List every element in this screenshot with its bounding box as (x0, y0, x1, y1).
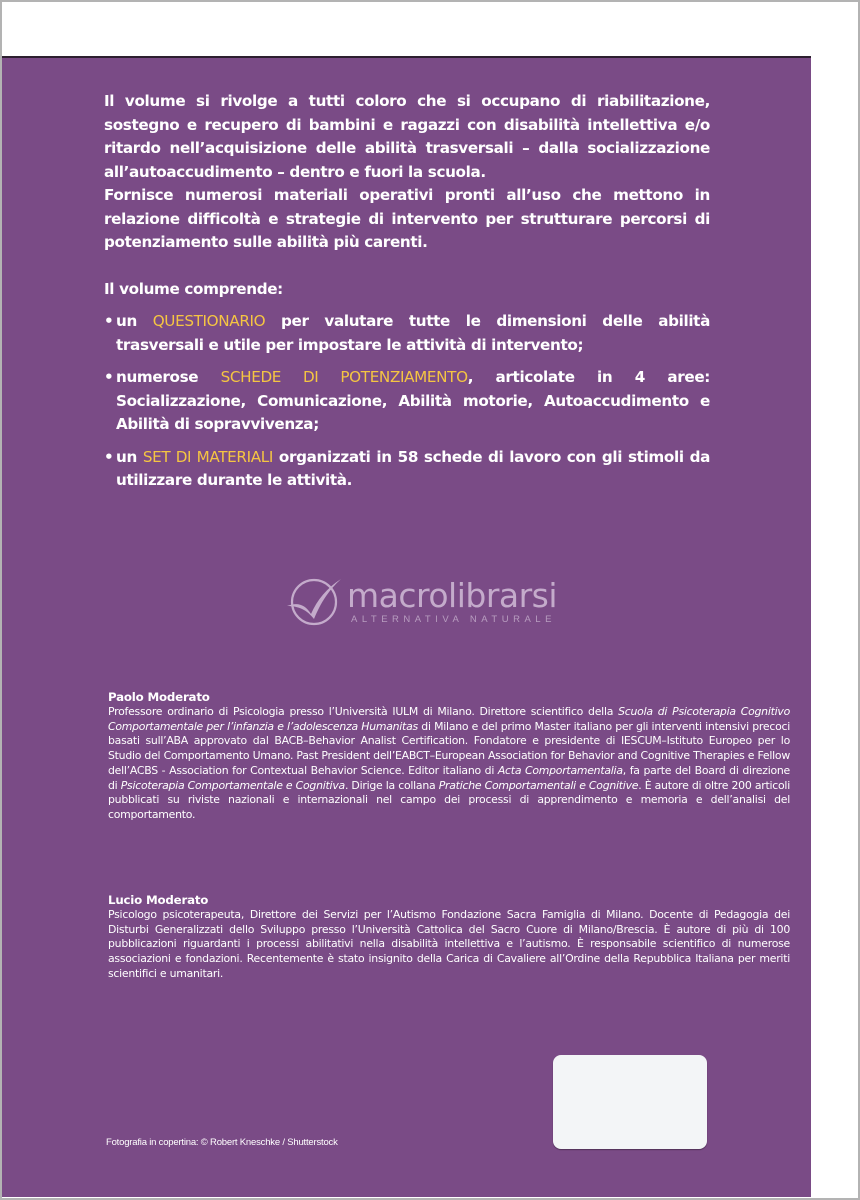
intro-paragraph-1: Il volume si rivolge a tutti coloro che si occupano di riabilitazione, sostegno e recupero di bambini e ragazzi con disabilità intellettiva e/o ritardo nell’acquisizione delle abilità trasversali – dalla socializzazione all’autoaccudimento – dentro e fuori la scuola. (104, 92, 710, 181)
item-prefix: numerose (116, 368, 199, 386)
bio-text-run: di Milano e del primo Master italiano per gli interventi intensivi precoci basati sull’ABA approvato dal BACB–Behavior Analist Certification. Fondatore e presidente di IESCUM–Istituto Europeo per lo Studio del Comportamento Umano. Past President dell’EABCT–European Association for Behavior and Cognitive Therapies e Fellow dell’ACBS - Association for Contextual Behavior Science. Editor italiano di (108, 719, 790, 777)
item-highlight: QUESTIONARIO (152, 312, 266, 330)
bullet-icon: • (104, 447, 114, 466)
bio-text-run: Professore ordinario di Psicologia presso l’Università IULM di Milano. Direttore scientifico della (108, 705, 619, 718)
list-item (104, 446, 710, 493)
bio-italic-run: Scuola di Psicoterapia Cognitivo Comportamentale per l’infanzia e l’adolescenza Humanitas (108, 705, 791, 733)
contents-heading: Il volume comprende: (104, 279, 283, 298)
author-bio (108, 893, 790, 982)
bio-text-run: , fa parte del Board di direzione di (108, 763, 790, 792)
author-bio-text (108, 908, 790, 982)
author-name: Lucio Moderato (108, 893, 209, 907)
list-item (104, 366, 710, 437)
item-text: organizzati in 58 schede di lavoro con gli stimoli da utilizzare durante le attività. (116, 447, 711, 489)
check-circle-icon (283, 574, 345, 630)
photo-credit: Fotografia in copertina: © Robert Kneschke / Shutterstock (106, 1137, 338, 1148)
bio-italic-run: Acta Comportamentalia (497, 763, 623, 777)
author-bio-text (108, 705, 790, 823)
bio-text-run: . È autore di oltre 200 articoli pubblicati su riviste nazionali e internazionali nel campo dei processi di apprendimento e memoria e dell’analisi del comportamento. (108, 778, 790, 821)
watermark-tagline: ALTERNATIVA NATURALE (351, 614, 556, 625)
bullet-icon: • (104, 312, 114, 330)
item-prefix: un (116, 312, 137, 330)
price-sticker (553, 1055, 707, 1149)
author-name: Paolo Moderato (108, 690, 210, 704)
bio-text-run: . Dirige la collana (344, 778, 439, 792)
bullet-icon: • (104, 368, 114, 386)
contents-list (104, 310, 710, 493)
list-item (104, 310, 710, 357)
item-text: per valutare tutte le dimensioni delle abilità trasversali e utile per impostare le attività di intervento; (116, 312, 710, 354)
item-prefix: un (116, 447, 137, 466)
item-text: , articolate in 4 aree: Socializzazione, Comunicazione, Abilità motorie, Autoaccudimento e Abilità di sopravvivenza; (116, 368, 710, 433)
author-bio (108, 690, 790, 823)
spacer (104, 255, 710, 278)
intro-paragraph-2: Fornisce numerosi materiali operativi pronti all’uso che mettono in relazione difficoltà e strategie di intervento per strutturare percorsi di potenziamento sulle abilità più carenti. (104, 186, 710, 251)
watermark-logo (283, 572, 613, 632)
book-description (104, 90, 710, 493)
item-highlight: SET DI MATERIALI (142, 447, 274, 466)
bio-italic-run: Pratiche Comportamentali e Cognitive (438, 778, 639, 792)
item-highlight: SCHEDE DI POTENZIAMENTO (220, 368, 468, 386)
bio-text-run: Psicologo psicoterapeuta, Direttore dei Servizi per l’Autismo Fondazione Sacra Famiglia di Milano. Docente di Pedagogia dei Disturbi Generalizzati dello Sviluppo presso l’Università Cattolica del Sacro Cuore di Milano/Brescia. È autore di più di 100 pubblicazioni riguardanti i processi abilitativi nella disabilità intellettiva e l’autismo. È responsabile scientifico di numerose associazioni e fondazioni. Recentemente è stato insignito della Carica di Cavaliere all’Ordine della Repubblica Italiana per meriti scientifici e umanitari. (108, 908, 790, 980)
bio-italic-run: Psicoterapia Comportamentale e Cognitiva (120, 778, 345, 792)
watermark-name: macrolibrarsi (347, 576, 558, 615)
